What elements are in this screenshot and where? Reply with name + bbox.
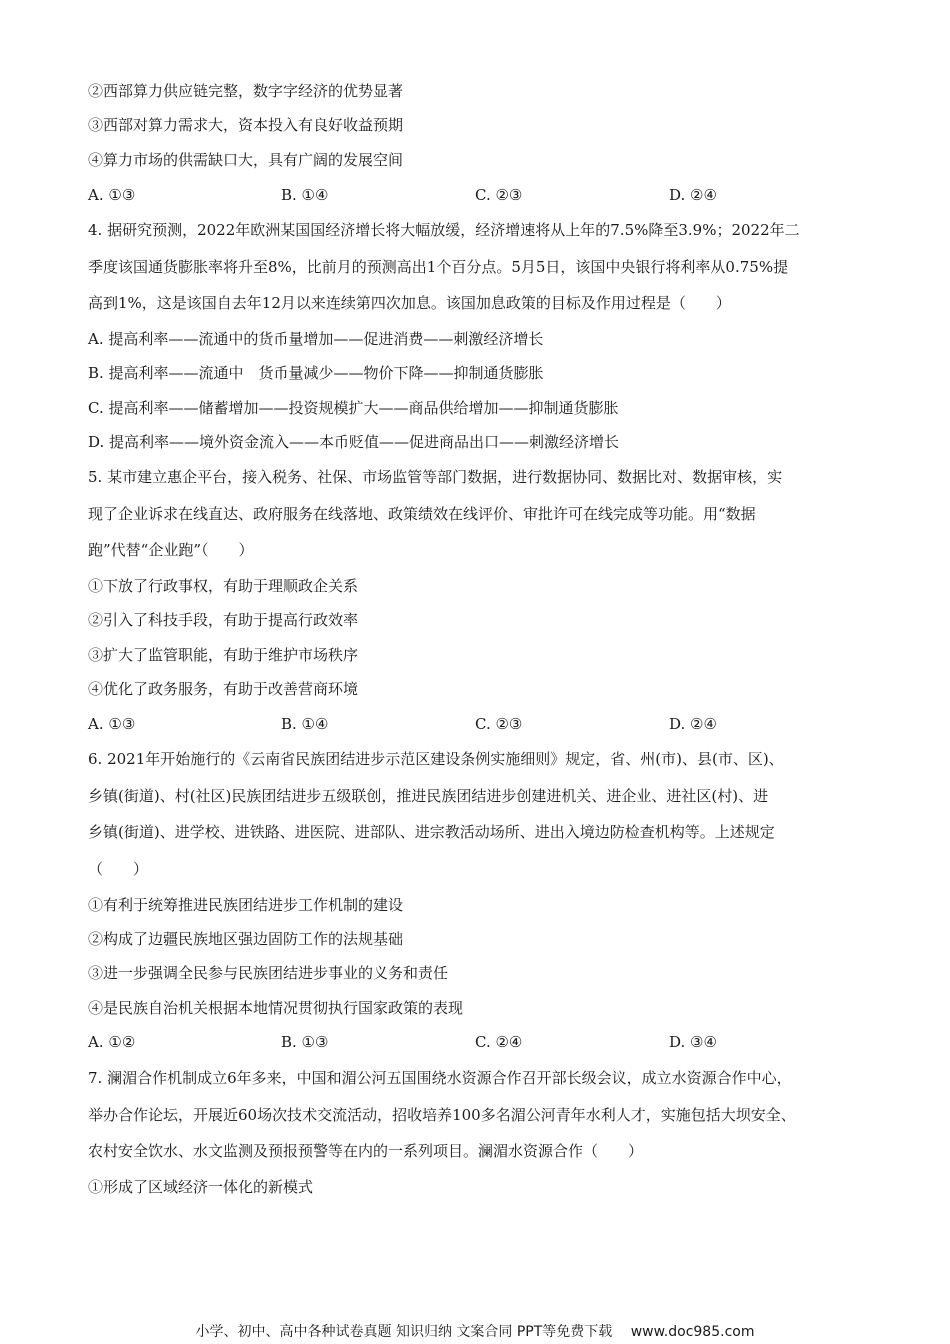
q3-options [88, 184, 888, 206]
q5-option-c: C. ②③ [475, 715, 523, 733]
q5-item-2: ②引入了科技手段，有助于提高行政效率 [88, 611, 359, 629]
q5-item-3: ③扩大了监管职能，有助于维护市场秩序 [88, 646, 359, 664]
q7-stem-line-2: 举办合作论坛，开展近60场次技术交流活动，招收培养100多名湄公河青年水利人才，实施包括大坝安全、 [88, 1106, 796, 1124]
q4-stem-line-3: 高到1%，这是该国自去年12月以来连续第四次加息。该国加息政策的目标及作用过程是（ ） [88, 294, 731, 312]
q3-item-3: ③西部对算力需求大，资本投入有良好收益预期 [88, 116, 404, 134]
page-footer: 小学、初中、高中各种试卷真题 知识归纳 文案合同 PPT等免费下载 www.doc985.com [195, 1324, 755, 1340]
q5-stem-line-1: 5. 某市建立惠企平台，接入税务、社保、市场监管等部门数据，进行数据协同、数据比对、数据审核，实 [88, 468, 783, 486]
q3-option-c: C. ②③ [475, 186, 523, 204]
q7-stem-line-3: 农村安全饮水、水文监测及预报预警等在内的一系列项目。澜湄水资源合作（ ） [88, 1142, 644, 1160]
q6-stem-line-2: 乡镇(街道)、村(社区)民族团结进步五级联创，推进民族团结进步创建进机关、进企业、进社区(村)、进 [88, 787, 769, 805]
q3-option-a: A. ①③ [88, 186, 136, 204]
q5-item-1: ①下放了行政事权，有助于理顺政企关系 [88, 577, 359, 595]
q6-option-a: A. ①② [88, 1033, 136, 1051]
q6-option-b: B. ①③ [281, 1033, 329, 1051]
q4-stem-line-2: 季度该国通货膨胀率将升至8%，比前月的预测高出1个百分点。5月5日，该国中央银行将利率从0.75%提 [88, 258, 789, 276]
q6-options [88, 1031, 888, 1053]
q4-choice-b: B. 提高利率——流通中 货币量减少——物价下降——抑制通货膨胀 [88, 364, 544, 382]
q6-item-4: ④是民族自治机关根据本地情况贯彻执行国家政策的表现 [88, 999, 464, 1017]
q6-item-3: ③进一步强调全民参与民族团结进步事业的义务和责任 [88, 964, 449, 982]
q6-item-1: ①有利于统筹推进民族团结进步工作机制的建设 [88, 896, 404, 914]
q5-stem-line-3: 跑”代替“企业跑”（ ） [88, 541, 254, 559]
q3-item-2: ②西部算力供应链完整，数字字经济的优势显著 [88, 82, 404, 100]
q6-stem-line-1: 6. 2021年开始施行的《云南省民族团结进步示范区建设条例实施细则》规定，省、州(市)、县(市、区)、 [88, 750, 784, 768]
q3-option-b: B. ①④ [281, 186, 329, 204]
q4-choice-c: C. 提高利率——储蓄增加——投资规模扩大——商品供给增加——抑制通货膨胀 [88, 399, 619, 417]
q5-stem-line-2: 现了企业诉求在线直达、政府服务在线落地、政策绩效在线评价、审批许可在线完成等功能。用“数据 [88, 505, 756, 523]
q3-item-4: ④算力市场的供需缺口大，具有广阔的发展空间 [88, 151, 404, 169]
q3-option-d: D. ②④ [669, 186, 717, 204]
q6-stem-line-3: 乡镇(街道)、进学校、进铁路、进医院、进部队、进宗教活动场所、进出入境边防检查机构等。上述规定 [88, 823, 775, 841]
q6-item-2: ②构成了边疆民族地区强边固防工作的法规基础 [88, 930, 404, 948]
q4-choice-a: A. 提高利率——流通中的货币量增加——促进消费——刺激经济增长 [88, 330, 544, 348]
q6-stem-line-4: （ ） [88, 860, 149, 878]
q7-stem-line-1: 7. 澜湄合作机制成立6年多来，中国和湄公河五国围绕水资源合作召开部长级会议，成立水资源合作中心， [88, 1069, 792, 1087]
q5-options [88, 713, 888, 735]
q6-option-d: D. ③④ [669, 1033, 717, 1051]
q7-item-1: ①形成了区域经济一体化的新模式 [88, 1178, 314, 1196]
q5-option-a: A. ①③ [88, 715, 136, 733]
q5-option-d: D. ②④ [669, 715, 717, 733]
q6-option-c: C. ②④ [475, 1033, 523, 1051]
q5-option-b: B. ①④ [281, 715, 329, 733]
q5-item-4: ④优化了政务服务，有助于改善营商环境 [88, 680, 359, 698]
q4-stem-line-1: 4. 据研究预测，2022年欧洲某国国经济增长将大幅放缓，经济增速将从上年的7.5%降至3.9%；2022年二 [88, 221, 800, 239]
q4-choice-d: D. 提高利率——境外资金流入——本币贬值——促进商品出口——刺激经济增长 [88, 433, 620, 451]
